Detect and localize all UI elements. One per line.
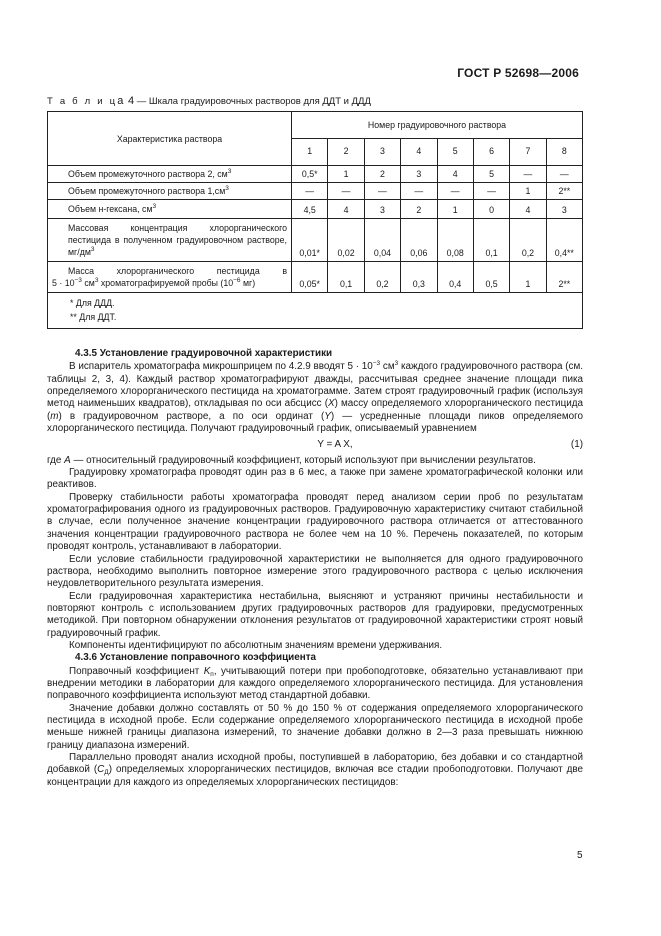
table-notes-row <box>48 293 583 329</box>
cell-value: — <box>546 166 582 183</box>
page-number: 5 <box>577 850 583 861</box>
col-header-solution-number: Номер градуировочного раствора <box>292 112 583 139</box>
cell-value: — <box>510 166 546 183</box>
cell-value: 4,5 <box>292 200 328 219</box>
solution-number: 3 <box>364 139 400 166</box>
cell-value: 0,04 <box>364 219 400 262</box>
paragraph: Если градуировочная характеристика нестабильна, выясняют и устраняют причины нестабильности и повторяют контроль с использованием других градуировочных растворов для градуировки, предусмотренных методикой. При повторном обнаружении отклонения результатов от градуировочной характеристики строят новый градуировочный график. <box>47 590 583 639</box>
cell-value: 0,01* <box>292 219 328 262</box>
paragraph: Компоненты идентифицируют по абсолютным значениям времени удерживания. <box>69 639 443 651</box>
cell-value: 5 <box>473 166 509 183</box>
col-header-characteristic: Характеристика раствора <box>48 112 292 166</box>
cell-value: 3 <box>364 200 400 219</box>
paragraph: Поправочный коэффициент $K_п$, учитывающий потери при пробоподготовке, обязательно устанавливают при внедрении методики в лаборатории для каждого определяемого хлорорганического пестицида. Для установления поправочного коэффициента используют метод стандартной добавки. <box>47 665 583 702</box>
table-row <box>48 262 583 293</box>
table-row <box>48 219 583 262</box>
row-label: Массовая концентрация хлорорганического пестицида в полученном градуировочном растворе, $мг/дм^3$ <box>48 219 292 262</box>
caption-letter: а <box>117 95 124 107</box>
cell-value: 2 <box>364 166 400 183</box>
table-row <box>48 200 583 219</box>
cell-value: — <box>473 183 509 200</box>
document-header: ГОСТ Р 52698—2006 <box>457 66 579 80</box>
cell-value: 0,1 <box>328 262 364 293</box>
row-label: Объем н-гексана, $см^3$ <box>48 200 292 219</box>
paragraph: Параллельно проводят анализ исходной пробы, поступившей в лабораторию, без добавки и со стандартной добавкой $(C_Д)$ определяемых хлорорганических пестицидов, включая все стадии пробоподготовки. Получают две концентрации для каждого из определяемых хлорорганических пестицидов: <box>47 752 583 788</box>
cell-value: 4 <box>328 200 364 219</box>
table-row <box>48 183 583 200</box>
cell-value: 0,3 <box>401 262 437 293</box>
table-caption <box>47 95 371 107</box>
cell-value: 0 <box>473 200 509 219</box>
cell-value: 2** <box>546 262 582 293</box>
cell-value: 3 <box>401 166 437 183</box>
body-text <box>47 348 583 789</box>
cell-value: — <box>437 183 473 200</box>
table-note: * Для ДДД. <box>70 298 115 308</box>
calibration-table <box>47 111 583 329</box>
table-notes <box>48 293 583 329</box>
cell-value: 0,5 <box>473 262 509 293</box>
row-label: Объем промежуточного раствора 2, $см^3$ <box>48 166 292 183</box>
solution-number: 4 <box>401 139 437 166</box>
equation-text: Y = A X, <box>317 439 353 451</box>
cell-value: 1 <box>437 200 473 219</box>
cell-value: — <box>401 183 437 200</box>
cell-value: 1 <box>328 166 364 183</box>
solution-number: 7 <box>510 139 546 166</box>
cell-value: 0,2 <box>364 262 400 293</box>
solution-number: 8 <box>546 139 582 166</box>
cell-value: 4 <box>510 200 546 219</box>
cell-value: 2 <box>401 200 437 219</box>
table-note: ** Для ДДТ. <box>70 312 117 322</box>
paragraph: Градуировку хроматографа проводят один раз в 6 мес, а также при замене хроматографической колонки или реактивов. <box>47 467 583 491</box>
cell-value: — <box>292 183 328 200</box>
paragraph: Если условие стабильности градуировочной характеристики не выполняется для одного градуировочного раствора, необходимо выполнить повторное измерение этого градуировочного раствора с целью исключения неудовлетворительного результата измерения. <box>47 553 583 590</box>
equation-number: (1) <box>570 439 583 451</box>
cell-value: 0,4** <box>546 219 582 262</box>
cell-value: 0,06 <box>401 219 437 262</box>
section-heading-4-3-6: 4.3.6 Установление поправочного коэффициента <box>75 652 317 664</box>
cell-value: 0,1 <box>473 219 509 262</box>
row-label: Масса хлорорганического пестицида в $5 \cdot 10^{-3}$ $см^3$ хроматографируемой пробы ($10^{-6}$ мг) <box>48 262 292 293</box>
paragraph: В испаритель хроматографа микрошприцем по 4.2.9 вводят $5 \cdot 10^{-3}$ $см^3$ каждого градуировочного раствора (см. таблицы 2, 3, 4). Каждый раствор хроматографируют дважды, рассчитывая среднее значение площади пика определяемого хлорорганического пестицида на хроматограмме. Затем строят градуировочный график (используя метод наименьших квадратов), откладывая по оси абсцисс (X) массу определяемого хлорорганического пестицида (m) в градуировочном растворе, а по оси ординат (Y) — усредненные площади пиков определяемого хлорорганического пестицида. Получают градуировочный график, описываемый уравнением <box>47 360 583 435</box>
solution-number: 5 <box>437 139 473 166</box>
solution-number: 1 <box>292 139 328 166</box>
caption-number: 4 <box>127 95 135 107</box>
row-label: Объем промежуточного раствора $1,см^3$ <box>48 183 292 200</box>
cell-value: 1 <box>510 262 546 293</box>
paragraph: Проверку стабильности работы хроматографа проводят перед анализом серии проб по результатам хроматографирования одного из градуировочных растворов. Градуировочную характеристику считают стабильной в случае, если полученное значение концентрации градуировочного раствора отличается от аттестованного значения концентрации градуировочного раствора не более чем на 10 %. Перечень показателей, по которым проводят контроль, устанавливают в лаборатории. <box>47 491 583 553</box>
cell-value: 0,02 <box>328 219 364 262</box>
cell-value: 0,08 <box>437 219 473 262</box>
caption-prefix: Т а б л и ц <box>47 96 118 107</box>
section-heading-4-3-5: 4.3.5 Установление градуировочной характеристики <box>75 348 333 359</box>
solution-number: 6 <box>473 139 509 166</box>
cell-value: 2** <box>546 183 582 200</box>
solution-number: 2 <box>328 139 364 166</box>
paragraph: Значение добавки должно составлять от 50 % до 150 % от содержания определяемого хлорорганического пестицида в исходной пробе. Если содержание определяемого хлорорганического пестицида в исходной пробе меньше нижней границы диапазона измерений, то значение добавки должно в 2—3 раза превышать нижнюю границу диапазона измерений. <box>47 702 583 751</box>
cell-value: 0,05* <box>292 262 328 293</box>
cell-value: 3 <box>546 200 582 219</box>
cell-value: 0,2 <box>510 219 546 262</box>
cell-value: 0,5* <box>292 166 328 183</box>
cell-value: — <box>328 183 364 200</box>
equation-1 <box>47 439 583 451</box>
cell-value: 4 <box>437 166 473 183</box>
paragraph-where: где A — относительный градуировочный коэффициент, который используют при вычислении результатов. <box>47 454 536 466</box>
cell-value: 0,4 <box>437 262 473 293</box>
table-row <box>48 166 583 183</box>
caption-title: — Шкала градуировочных растворов для ДДТ и ДДД <box>136 96 371 107</box>
cell-value: — <box>364 183 400 200</box>
cell-value: 1 <box>510 183 546 200</box>
